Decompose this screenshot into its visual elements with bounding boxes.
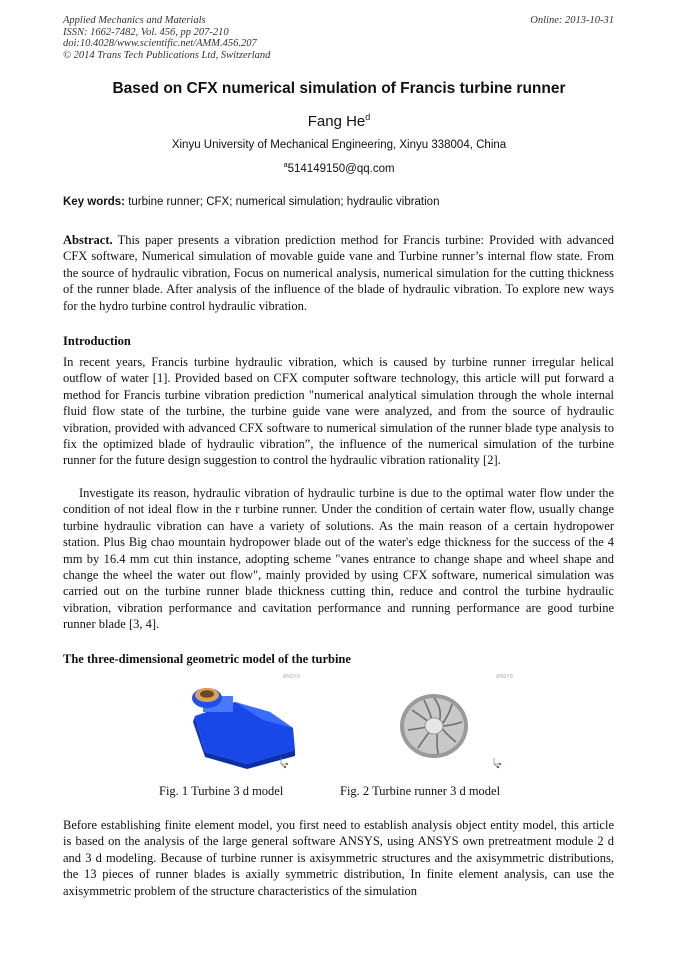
figure-2-runner-model (386, 668, 526, 776)
journal-header (63, 15, 614, 61)
keywords (63, 196, 614, 208)
introduction-paragraph-2: Investigate its reason, hydraulic vibration of hydraulic turbine is due to the optimal water flow under the condition of not ideal flow in the r turbine runner. Under the condition of certain water flow, usually change turbine hydraulic vibration can have a variety of solutions. As the main reason of a certain hydropower station. Plus Big chao mountain hydropower blade out of the water's edge thickness for the success of the 4 mm by 16.4 mm cut thin instance, adopting scheme "vanes entrance to change shape and wheel shape and change the wheel the water out flow", mainly provided by using CFX software, numerical simulation was carried out on the turbine runner blade thickness cutting thin, reduce and control the turbine hydraulic vibration, vibration performance and cavitation performance and running performance are good turbine runner blade [3, 4]. (63, 486, 614, 632)
copyright-line: © 2014 Trans Tech Publications Ltd, Switzerland (63, 49, 271, 61)
geometry-paragraph: Before establishing finite element model, you first need to establish analysis object entity model, this article is based on the analysis of the large general software ANSYS, using ANSYS own pretreatment module 2 d and 3 d modeling. Because of turbine runner is axisymmetric structures and the axisymmetric distributions, the 13 pieces of runner blades is axially symmetric distribution, In finite element analysis, can use the axisymmetric problem of the structure characteristics of the simulation (63, 818, 614, 898)
svg-text:ANSYS: ANSYS (283, 674, 300, 680)
email-superscript: a (283, 160, 288, 169)
journal-name: Applied Mechanics and Materials (63, 15, 206, 26)
runner-3d-model-image (386, 668, 526, 776)
affiliation: Xinyu University of Mechanical Engineering, Xinyu 338004, China (171, 139, 507, 151)
figure-1-turbine-model (175, 668, 315, 776)
author-superscript: d (365, 112, 371, 122)
introduction-paragraph-1: In recent years, Francis turbine hydraulic vibration, which is caused by turbine runner irregular helical outflow of water [1]. Provided based on CFX computer software technology, this article will put forward a method for Francis turbine vibration prediction "numerical analytical simulation through the whole internal fluid flow state of the turbine, the turbine guide vane were analyzed, and from the source of hydraulic vibration, provided with advanced CFX software to numerical simulation of the runner blade type analysis to fix the optimized blade of hydraulic vibration”, the influence of the numerical simulation of the turbine runner for the future design suggestion to control the hydraulic vibration rationality [2]. (63, 355, 614, 468)
doi-line: doi:10.4028/www.scientific.net/AMM.456.207 (63, 38, 257, 49)
figure-1-caption: Fig. 1 Turbine 3 d model (159, 784, 284, 798)
issn-line: ISSN: 1662-7482, Vol. 456, pp 207-210 (63, 26, 229, 38)
abstract (63, 232, 614, 314)
introduction-heading: Introduction (63, 334, 131, 348)
keywords-text: turbine runner; CFX; numerical simulation; hydraulic vibration (128, 196, 440, 208)
abstract-label: Abstract. (63, 233, 113, 247)
email-line (40, 160, 638, 175)
author-name: Fang He (307, 113, 366, 130)
email-address[interactable]: 514149150@qq.com (287, 162, 395, 175)
turbine-3d-model-image (175, 668, 315, 776)
keywords-label: Key words: (63, 196, 125, 208)
online-date: Online: 2013-10-31 (530, 15, 614, 26)
svg-text:ANSYS: ANSYS (496, 674, 513, 680)
figure-2-caption: Fig. 2 Turbine runner 3 d model (340, 784, 501, 798)
paper-title: Based on CFX numerical simulation of Francis turbine runner (112, 80, 566, 97)
abstract-text: This paper presents a vibration prediction method for Francis turbine: Provided with advanced CFX software, Numerical simulation of movable guide vane and Turbine runner’s internal flow state. From the source of hydraulic vibration, Focus on numerical analysis, numerical simulation for the cutting thickness of the runner blade. After analysis of the influence of the blade of hydraulic vibration. To explore new ways for the hydro turbine control hydraulic vibration. (63, 233, 614, 313)
author-line (40, 112, 638, 130)
geometry-heading: The three-dimensional geometric model of the turbine (63, 652, 351, 666)
